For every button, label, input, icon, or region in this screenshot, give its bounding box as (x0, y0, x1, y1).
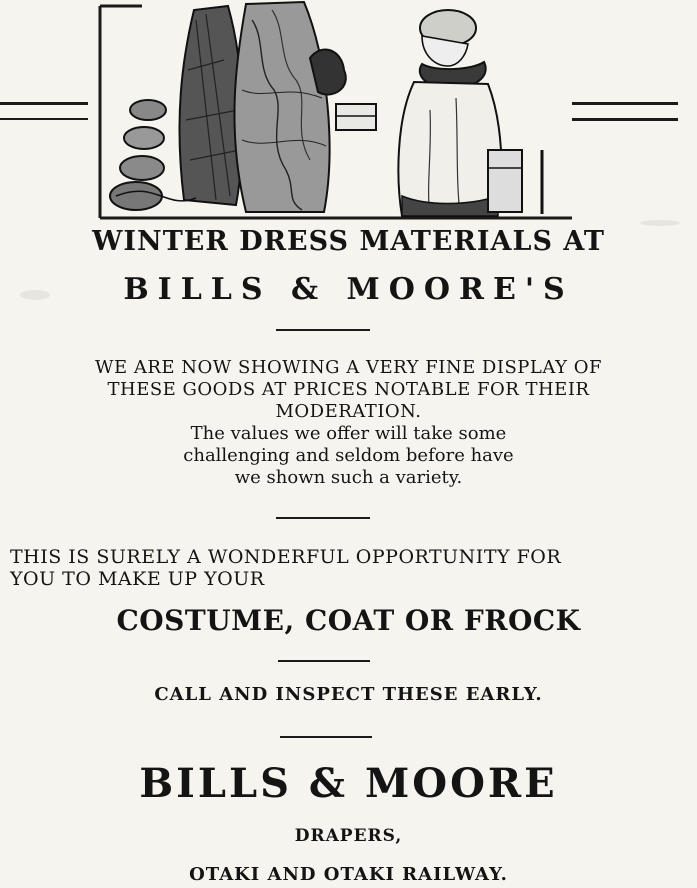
store-heading: BILLS & MOORE'S (123, 272, 574, 307)
garments-heading: COSTUME, COAT OR FROCK (116, 604, 581, 637)
divider-2 (276, 517, 370, 519)
trade-line: DRAPERS, (294, 826, 403, 846)
fabric-display-illustration (96, 0, 576, 222)
values-line-1: The values we offer will take some (190, 423, 507, 444)
display-line-1: WE ARE NOW SHOWING A VERY FINE DISPLAY OF (95, 357, 602, 378)
right-side-rule-lower (572, 118, 678, 121)
opportunity-line-1: THIS IS SURELY A WONDERFUL OPPORTUNITY FOR (10, 546, 562, 568)
print-speck (20, 290, 50, 300)
values-line-2: challenging and seldom before have (183, 445, 514, 466)
display-line-3: MODERATION. (275, 401, 422, 422)
right-side-rule-upper (572, 102, 678, 105)
locations-line: OTAKI AND OTAKI RAILWAY. (189, 864, 508, 885)
left-side-rule-lower (0, 118, 88, 120)
print-speck (640, 220, 680, 226)
divider-4 (280, 736, 372, 738)
divider-3 (278, 660, 370, 662)
divider-1 (276, 329, 370, 331)
values-line-3: we shown such a variety. (234, 467, 463, 488)
store-name: BILLS & MOORE (139, 760, 558, 807)
call-to-action: CALL AND INSPECT THESE EARLY. (154, 684, 543, 705)
headline: WINTER DRESS MATERIALS AT (92, 226, 605, 257)
display-line-2: THESE GOODS AT PRICES NOTABLE FOR THEIR (107, 379, 590, 400)
opportunity-line-2: YOU TO MAKE UP YOUR (10, 568, 265, 590)
left-side-rule-upper (0, 102, 88, 105)
